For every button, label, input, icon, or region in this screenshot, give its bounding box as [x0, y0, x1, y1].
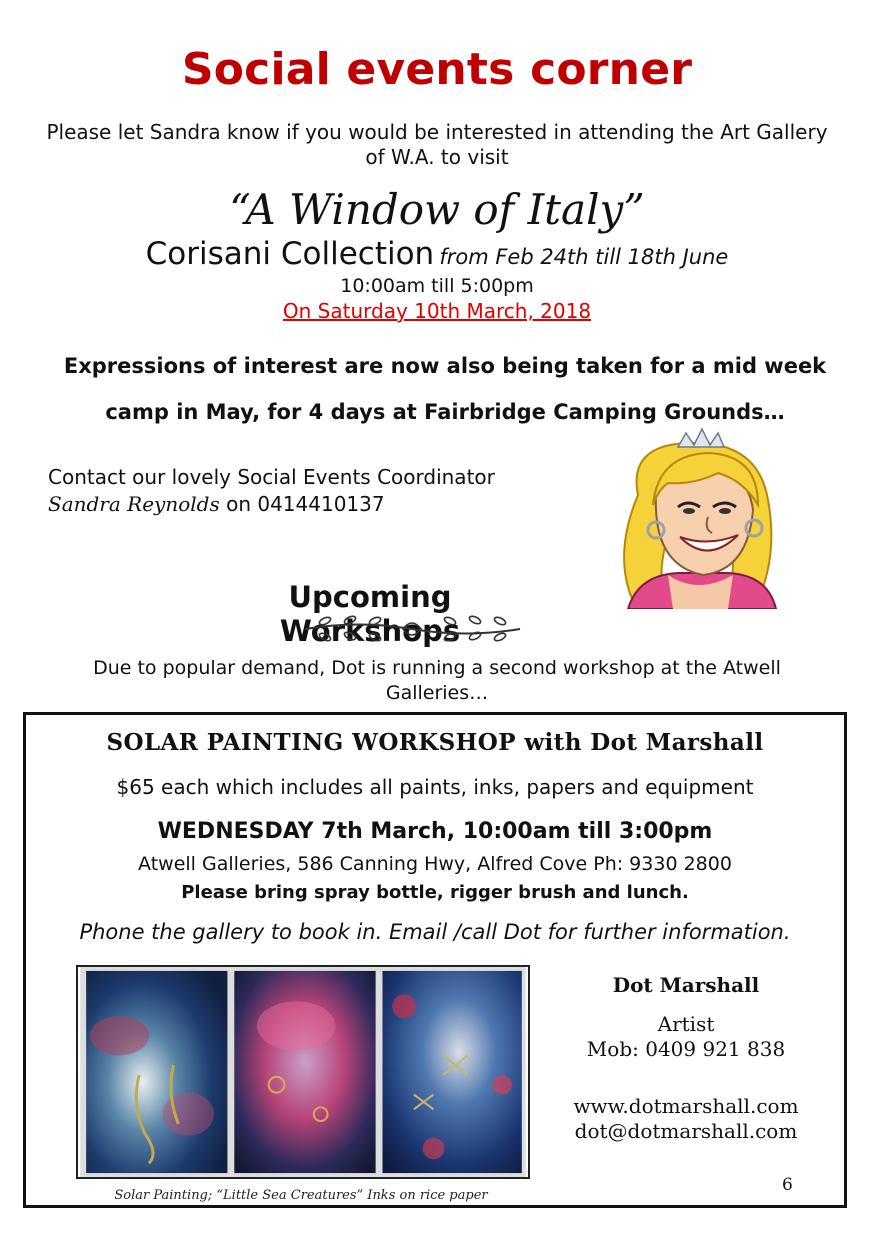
workshop-requirements: Please bring spray bottle, rigger brush and lunch. [181, 882, 689, 903]
artist-website: www.dotmarshall.com [573, 1094, 799, 1118]
cartoon-woman-icon [608, 425, 788, 609]
collection-name: Corisani Collection [145, 236, 435, 272]
camp-line-2: camp in May, for 4 days at Fairbridge Camping Grounds… [105, 400, 785, 424]
exhibition-title: “A Window of Italy” [229, 185, 645, 234]
artist-contact [546, 973, 826, 1144]
solar-painting-image [76, 965, 530, 1179]
artist-email: dot@dotmarshall.com [574, 1119, 798, 1143]
artist-role: Artist [657, 1012, 715, 1036]
page-number: 6 [782, 1175, 793, 1195]
artist-mobile: Mob: 0409 921 838 [586, 1037, 786, 1061]
painting-caption: Solar Painting; “Little Sea Creatures” Inks on rice paper [114, 1188, 488, 1203]
booking-note: Phone the gallery to book in. Email /call Dot for further information. [79, 920, 791, 944]
workshop-date: WEDNESDAY 7th March, 10:00am till 3:00pm [157, 819, 713, 844]
workshops-heading: Upcoming Workshops [279, 580, 461, 648]
workshop-box [23, 712, 847, 1208]
workshop-price: $65 each which includes all paints, inks, papers and equipment [116, 775, 754, 799]
workshop-title: SOLAR PAINTING WORKSHOP with Dot Marshall [106, 729, 764, 756]
collection-line [0, 236, 874, 272]
contact-name-line [48, 492, 385, 516]
laurel-divider-icon [300, 612, 525, 646]
collection-dates: from Feb 24th till 18th June [439, 245, 729, 269]
coordinator-name: Sandra Reynolds [48, 492, 220, 516]
camp-announcement [40, 343, 850, 435]
page-title: Social events corner [181, 44, 693, 95]
contact-line: Contact our lovely Social Events Coordinator [48, 465, 495, 489]
coordinator-phone: on 0414410137 [219, 492, 385, 516]
visit-date: On Saturday 10th March, 2018 [282, 299, 592, 323]
workshop-note: Due to popular demand, Dot is running a second workshop at the Atwell Galleries… [93, 657, 781, 704]
exhibition-hours: 10:00am till 5:00pm [340, 275, 534, 297]
workshop-address: Atwell Galleries, 586 Canning Hwy, Alfred Cove Ph: 9330 2800 [138, 853, 732, 875]
camp-line-1: Expressions of interest are now also being taken for a mid week [63, 354, 827, 378]
intro-text: Please let Sandra know if you would be interested in attending the Art Gallery of W.A. to visit [46, 120, 828, 169]
artist-name: Dot Marshall [612, 973, 760, 997]
